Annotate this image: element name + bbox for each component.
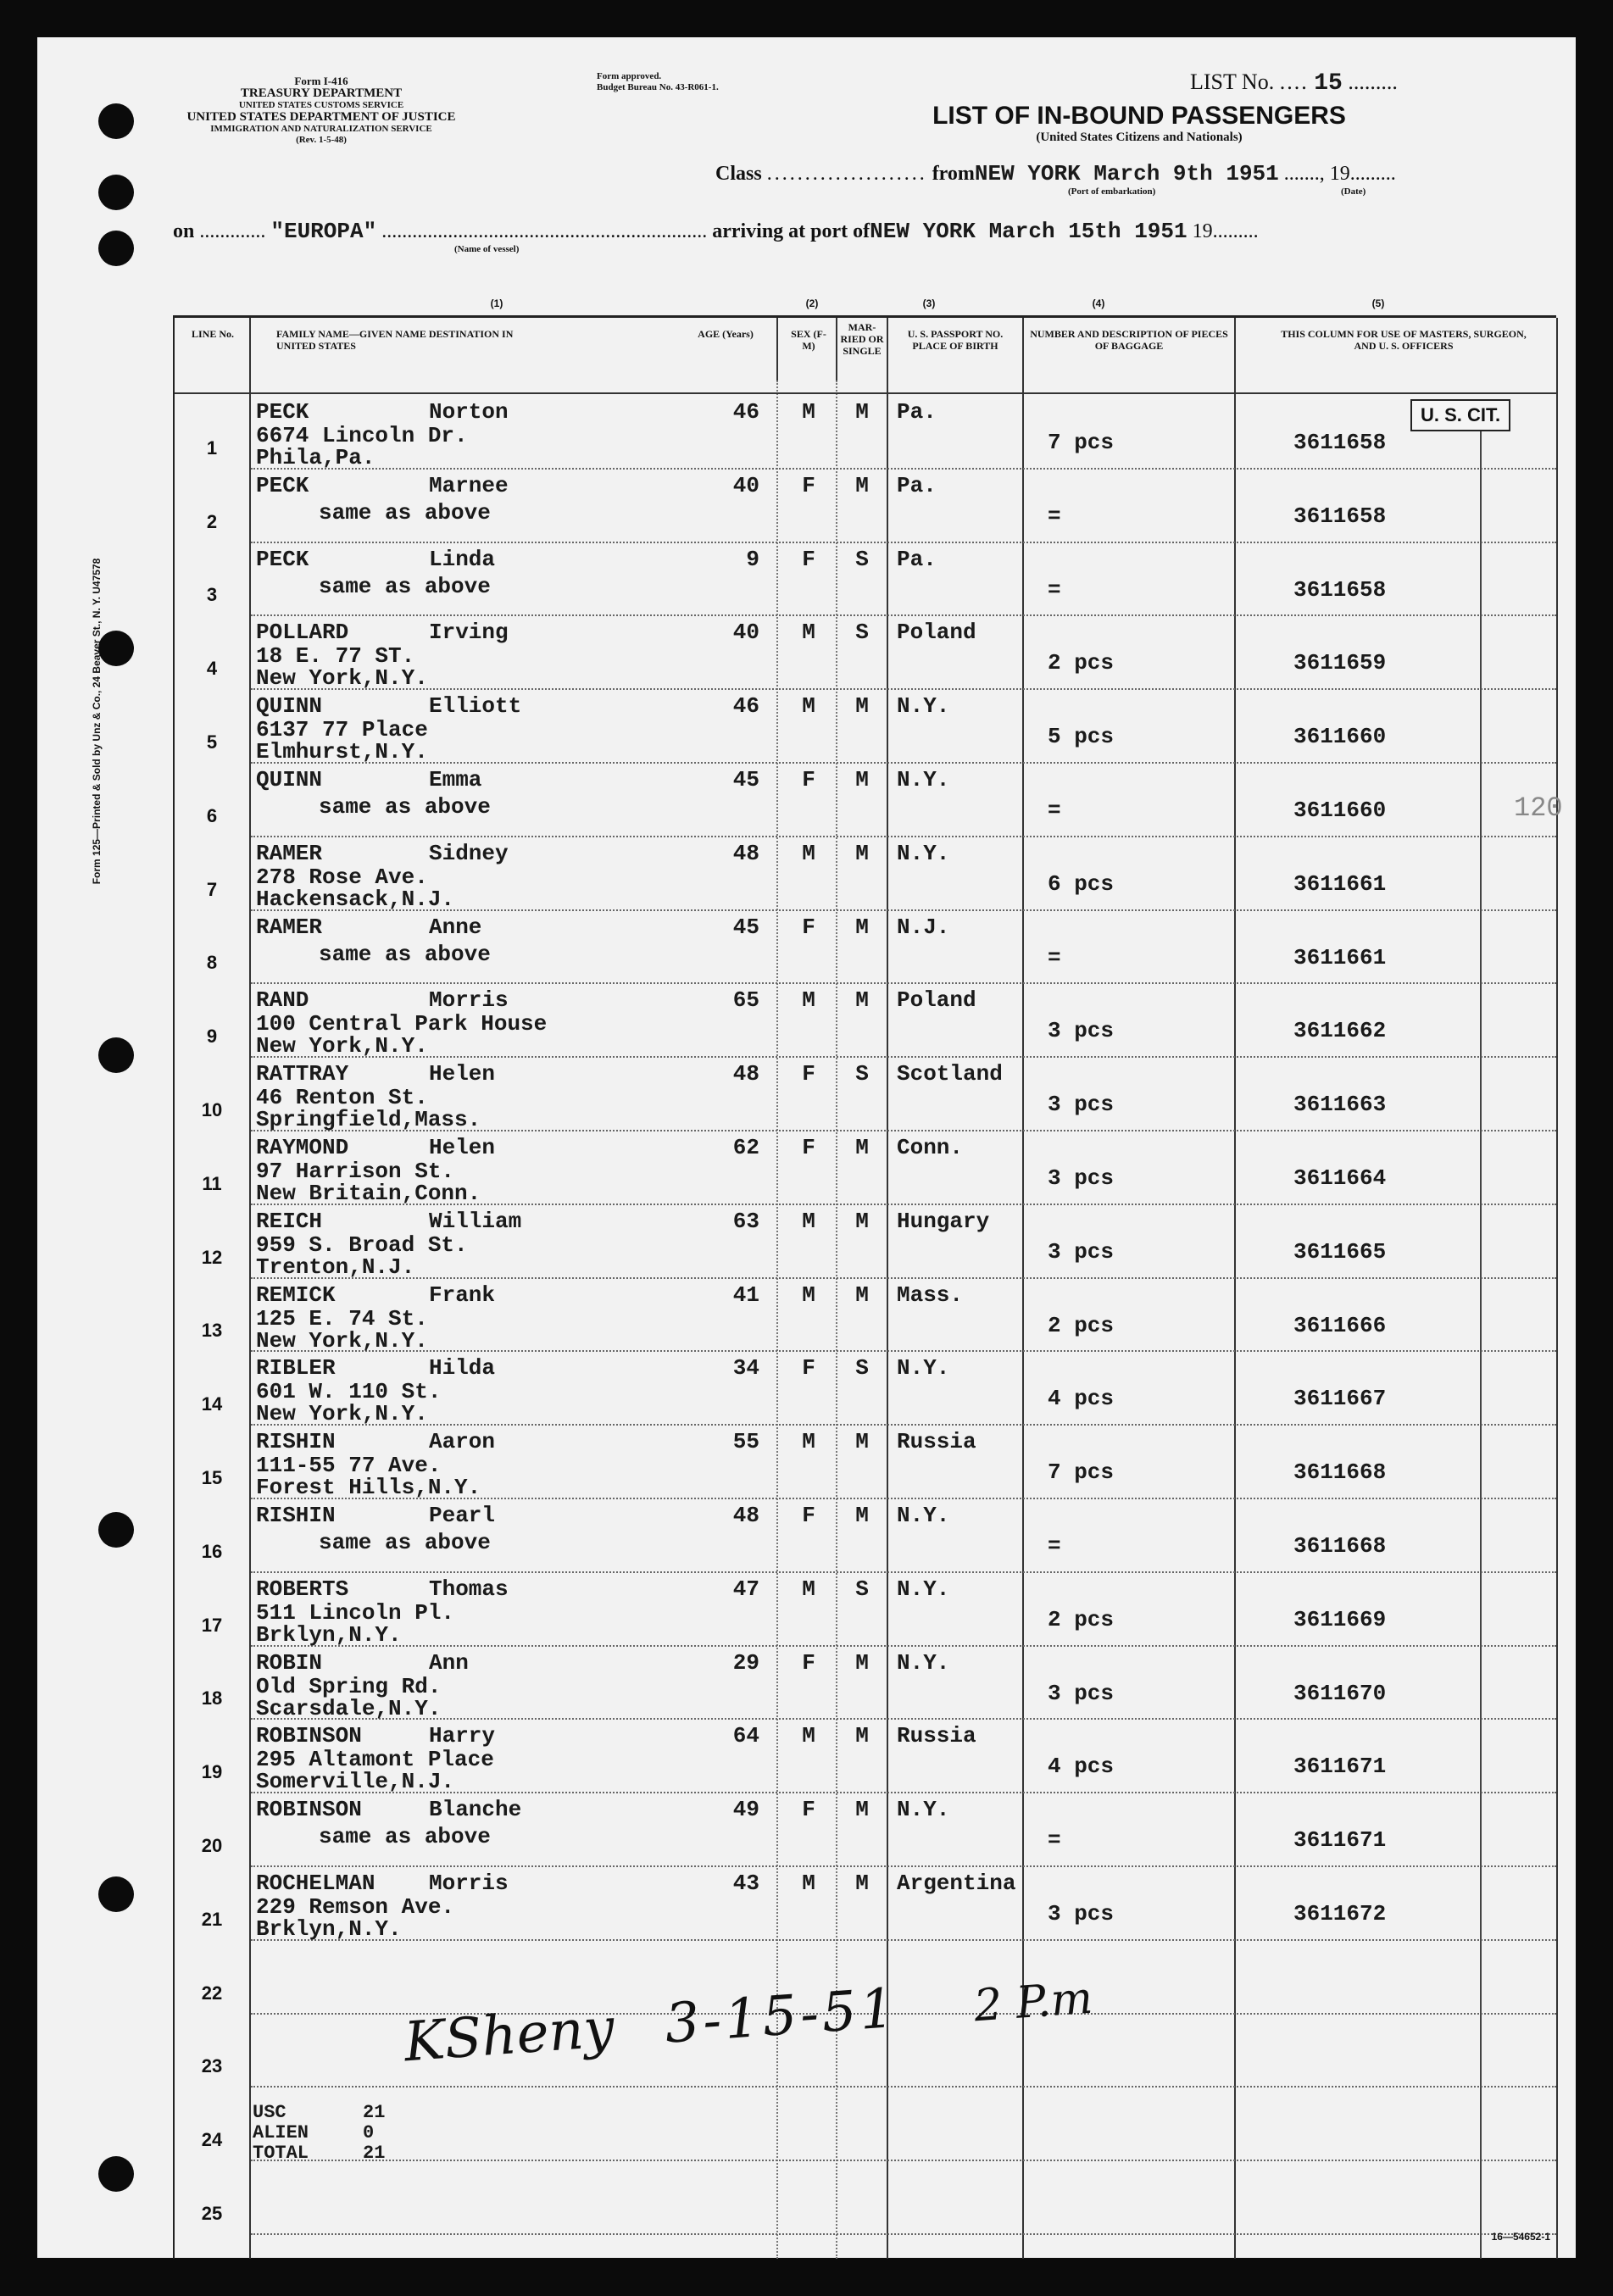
marital-status: M	[855, 472, 869, 498]
us-citizen-stamp: U. S. CIT.	[1410, 399, 1510, 431]
officer-number: 3611662	[1293, 1018, 1387, 1044]
marital-status: M	[855, 987, 869, 1014]
place-of-birth: Poland	[897, 620, 976, 646]
address-line-2: Scarsdale,N.Y.	[256, 1695, 442, 1721]
sex: F	[802, 1503, 815, 1528]
baggage-count: 3 pcs	[1048, 1901, 1115, 1926]
officer-number: 3611660	[1293, 724, 1387, 750]
line-number: 3	[206, 584, 218, 606]
baggage-count: 6 pcs	[1048, 870, 1115, 897]
line-number: 22	[201, 1982, 223, 2004]
address-line-1: 511 Lincoln Pl.	[256, 1599, 455, 1626]
sex: F	[802, 1649, 815, 1676]
address-line-2: Elmhurst,N.Y.	[256, 739, 428, 765]
sex: F	[802, 767, 815, 792]
given-name: Frank	[429, 1281, 496, 1308]
marital-status: S	[855, 1576, 869, 1602]
line-number: 2	[206, 510, 218, 532]
address-line-2: Phila,Pa.	[256, 445, 375, 470]
family-name: QUINN	[256, 693, 323, 720]
place-of-birth: Pa.	[897, 472, 937, 498]
col-baggage-header: NUMBER AND DESCRIPTION OF PIECES OF BAGGAGE	[1030, 328, 1228, 352]
col-passport-header: U. S. PASSPORT NO. PLACE OF BIRTH	[907, 328, 1004, 352]
given-name: Elliott	[429, 693, 522, 720]
address-line-2: Brklyn,N.Y.	[256, 1621, 402, 1648]
given-name: Linda	[429, 546, 496, 572]
line-number: 13	[201, 1320, 223, 1342]
page-title: LIST OF IN-BOUND PASSENGERS (United States Citizens and Nationals)	[932, 102, 1346, 144]
vessel-line: on ............. "EUROPA" ................................................................ arriving at port ofNEW YORK March 15th 1951 19.........	[173, 219, 1259, 244]
officer-number: 3611671	[1293, 1754, 1387, 1780]
line-number: 12	[201, 1246, 223, 1268]
col-name-header: FAMILY NAME—GIVEN NAME DESTINATION IN UNITED STATES	[276, 328, 514, 352]
punch-hole	[98, 103, 134, 139]
officer-number: 3611665	[1293, 1238, 1387, 1265]
line-number: 17	[201, 1614, 223, 1636]
place-of-birth: Pa.	[897, 399, 937, 425]
sex: M	[802, 840, 815, 866]
grand-total: TOTAL 21	[253, 2143, 386, 2164]
family-name: ROBINSON	[256, 1723, 362, 1749]
baggage-count: 7 pcs	[1048, 430, 1115, 455]
family-name: QUINN	[256, 767, 323, 792]
address-line-1: 111-55 77 Ave.	[256, 1453, 442, 1479]
baggage-count: 4 pcs	[1048, 1386, 1115, 1412]
table-row	[175, 911, 1556, 985]
form-header-left	[164, 75, 478, 146]
vessel-caption: (Name of vessel)	[454, 244, 520, 254]
class-from-line: Class ..................... fromNEW YORK March 9th 1951 ......., 19.........	[715, 161, 1396, 186]
signature-time: 2 P.m	[972, 1972, 1094, 2032]
officer-number: 3611671	[1293, 1827, 1387, 1854]
age: 29	[732, 1649, 759, 1676]
family-name: RAND	[256, 987, 309, 1014]
place-of-birth: Hungary	[897, 1208, 990, 1234]
address-line-2: New York,N.Y.	[256, 1327, 428, 1354]
table-row	[175, 1205, 1556, 1279]
address-line-2: Forest Hills,N.Y.	[256, 1475, 481, 1501]
line-number: 21	[201, 1908, 223, 1930]
age: 46	[732, 399, 759, 425]
age: 65	[732, 987, 759, 1014]
sex: F	[802, 472, 815, 498]
marital-status: M	[855, 767, 869, 792]
line-number: 11	[202, 1172, 222, 1194]
table-row	[175, 396, 1556, 470]
given-name: Anne	[429, 914, 482, 940]
line-number: 19	[201, 1761, 223, 1783]
given-name: Helen	[429, 1061, 496, 1087]
place-of-birth: Mass.	[897, 1281, 964, 1308]
place-of-birth: Russia	[897, 1429, 976, 1455]
table-row	[175, 837, 1556, 911]
table-row	[175, 984, 1556, 1058]
age: 40	[732, 620, 759, 646]
officer-number: 3611661	[1293, 870, 1387, 897]
age: 34	[732, 1355, 759, 1381]
address-line-1: 229 Remson Ave.	[256, 1894, 455, 1920]
marital-status: M	[855, 1723, 869, 1749]
address-line-1: same as above	[319, 573, 491, 599]
table-row	[175, 2161, 1556, 2235]
table-row	[175, 543, 1556, 617]
marital-status: M	[855, 1281, 869, 1308]
printer-imprint: Form 125—Printed & Sold by Unz & Co., 24 Beaver St., N. Y. U47578	[91, 558, 103, 885]
address-line-2: New York,N.Y.	[256, 1401, 428, 1427]
age: 55	[732, 1429, 759, 1455]
place-of-birth: Argentina	[897, 1871, 1016, 1896]
ins-service: IMMIGRATION AND NATURALIZATION SERVICE	[210, 124, 432, 134]
baggage-count: 5 pcs	[1048, 724, 1115, 750]
sex: F	[802, 1061, 815, 1087]
sex: M	[802, 1723, 815, 1749]
age: 41	[732, 1281, 759, 1308]
officer-number: 3611668	[1293, 1459, 1387, 1486]
address-line-1: 601 W. 110 St.	[256, 1379, 442, 1405]
baggage-count: 3 pcs	[1048, 1018, 1115, 1044]
baggage-count: =	[1048, 1827, 1061, 1854]
officer-number: 3611668	[1293, 1533, 1387, 1559]
family-name: ROBERTS	[256, 1576, 349, 1602]
line-number: 4	[206, 658, 218, 680]
line-number: 24	[201, 2129, 223, 2151]
punch-hole	[98, 1037, 134, 1073]
family-name: PECK	[256, 399, 309, 425]
place-of-birth: N.Y.	[897, 693, 950, 720]
officer-number: 3611659	[1293, 650, 1387, 676]
place-of-birth: N.Y.	[897, 1576, 950, 1602]
marital-status: M	[855, 1503, 869, 1528]
address-line-1: 125 E. 74 St.	[256, 1305, 428, 1331]
table-row	[175, 1352, 1556, 1426]
address-line-2: Springfield,Mass.	[256, 1107, 481, 1133]
family-name: ROBIN	[256, 1649, 323, 1676]
marital-status: M	[855, 1429, 869, 1455]
line-number: 14	[201, 1393, 223, 1415]
table-row	[175, 1867, 1556, 1941]
baggage-count: =	[1048, 944, 1061, 970]
given-name: Pearl	[429, 1503, 496, 1528]
age: 48	[732, 1061, 759, 1087]
officer-number: 3611658	[1293, 503, 1387, 529]
baggage-count: 3 pcs	[1048, 1680, 1115, 1706]
place-of-birth: N.Y.	[897, 767, 950, 792]
family-name: REICH	[256, 1208, 323, 1234]
revision: (Rev. 1-5-48)	[296, 135, 347, 145]
punch-hole	[98, 231, 134, 266]
given-name: Irving	[429, 620, 509, 646]
officer-number: 3611672	[1293, 1901, 1387, 1926]
address-line-2: Somerville,N.J.	[256, 1769, 455, 1795]
address-line-2: Trenton,N.J.	[256, 1254, 415, 1280]
place-of-birth: N.Y.	[897, 1649, 950, 1676]
place-of-birth: N.J.	[897, 914, 950, 940]
totals-block	[253, 2103, 385, 2164]
sex: M	[802, 1429, 815, 1455]
family-name: RISHIN	[256, 1503, 336, 1528]
given-name: William	[429, 1208, 522, 1234]
address-line-1: 97 Harrison St.	[256, 1159, 455, 1184]
marital-status: M	[855, 914, 869, 940]
family-name: ROCHELMAN	[256, 1871, 375, 1896]
age: 64	[732, 1723, 759, 1749]
signature-date: 3-15-51	[663, 1976, 900, 2056]
table-row	[175, 1499, 1556, 1573]
marital-status: S	[855, 620, 869, 646]
given-name: Aaron	[429, 1429, 496, 1455]
usc-total: USC 21	[253, 2102, 386, 2123]
list-number: LIST No. .... 15 .........	[1190, 69, 1398, 97]
officer-number: 3611658	[1293, 576, 1387, 603]
place-of-birth: N.Y.	[897, 1797, 950, 1823]
arrival-port-date: NEW YORK March 15th 1951	[870, 219, 1188, 244]
line-number: 10	[201, 1098, 223, 1120]
address-line-1: same as above	[319, 1530, 491, 1555]
given-name: Helen	[429, 1135, 496, 1160]
table-row	[175, 1426, 1556, 1499]
age: 63	[732, 1208, 759, 1234]
address-line-1: same as above	[319, 941, 491, 967]
col-sex-header: SEX (F-M)	[791, 328, 826, 352]
table-row	[175, 470, 1556, 543]
line-number: 16	[201, 1540, 223, 1562]
marital-status: M	[855, 693, 869, 720]
line-number: 7	[206, 878, 218, 900]
address-line-2: Brklyn,N.Y.	[256, 1916, 402, 1942]
officer-number: 3611664	[1293, 1165, 1387, 1191]
embark-port-date: NEW YORK March 9th 1951	[974, 161, 1279, 186]
margin-note: 120	[1514, 792, 1563, 824]
col-line-header: LINE No.	[191, 328, 234, 340]
given-name: Norton	[429, 399, 509, 425]
given-name: Morris	[429, 987, 509, 1014]
col-married-header: MAR-RIED OR SINGLE	[840, 321, 884, 357]
sex: M	[802, 399, 815, 425]
manifest-page	[37, 37, 1576, 2258]
baggage-count: =	[1048, 1533, 1061, 1559]
table-row	[175, 1279, 1556, 1353]
line-number: 1	[206, 436, 218, 459]
officer-number: 3611670	[1293, 1680, 1387, 1706]
sex: F	[802, 546, 815, 572]
sex: F	[802, 1797, 815, 1823]
age: 40	[732, 472, 759, 498]
punch-hole	[98, 175, 134, 210]
baggage-count: 4 pcs	[1048, 1754, 1115, 1780]
place-of-birth: Russia	[897, 1723, 976, 1749]
officer-number: 3611663	[1293, 1092, 1387, 1118]
sex: M	[802, 1576, 815, 1602]
line-number: 8	[206, 952, 218, 974]
place-of-birth: Conn.	[897, 1135, 964, 1160]
sex: F	[802, 1135, 815, 1160]
family-name: RAMER	[256, 840, 323, 866]
address-line-1: Old Spring Rd.	[256, 1673, 442, 1699]
marital-status: S	[855, 1061, 869, 1087]
sex: M	[802, 1871, 815, 1896]
col-age-header: AGE (Years)	[698, 328, 754, 340]
line-number: 18	[201, 1687, 223, 1709]
vessel-name: "EUROPA"	[270, 219, 377, 244]
table-row	[175, 1647, 1556, 1721]
age: 47	[732, 1576, 759, 1602]
address-line-1: 278 Rose Ave.	[256, 864, 428, 890]
table-row	[175, 1573, 1556, 1647]
baggage-count: 2 pcs	[1048, 650, 1115, 676]
baggage-count: 2 pcs	[1048, 1312, 1115, 1338]
family-name: RATTRAY	[256, 1061, 349, 1087]
punch-hole	[98, 2156, 134, 2192]
address-line-2: Hackensack,N.J.	[256, 886, 455, 912]
marital-status: M	[855, 1649, 869, 1676]
age: 48	[732, 840, 759, 866]
given-name: Morris	[429, 1871, 509, 1896]
customs-service: UNITED STATES CUSTOMS SERVICE	[238, 100, 404, 110]
given-name: Sidney	[429, 840, 509, 866]
form-number: Form I-416	[294, 75, 348, 87]
marital-status: S	[855, 1355, 869, 1381]
address-line-2: New Britain,Conn.	[256, 1181, 481, 1206]
line-number: 23	[201, 2055, 223, 2077]
port-embark-caption: (Port of embarkation)	[1068, 186, 1156, 197]
baggage-count: 2 pcs	[1048, 1606, 1115, 1632]
age: 49	[732, 1797, 759, 1823]
baggage-count: =	[1048, 576, 1061, 603]
punch-hole	[98, 631, 134, 666]
address-line-1: 46 Renton St.	[256, 1085, 428, 1111]
given-name: Marnee	[429, 472, 509, 498]
given-name: Emma	[429, 767, 482, 792]
officer-number: 3611658	[1293, 430, 1387, 455]
treasury-dept: TREASURY DEPARTMENT	[240, 86, 403, 100]
address-line-1: same as above	[319, 499, 491, 525]
age: 46	[732, 693, 759, 720]
family-name: RAYMOND	[256, 1135, 349, 1160]
marital-status: M	[855, 1135, 869, 1160]
sex: M	[802, 1208, 815, 1234]
family-name: ROBINSON	[256, 1797, 362, 1823]
col-officers-header: THIS COLUMN FOR USE OF MASTERS, SURGEON, AND U. S. OFFICERS	[1281, 328, 1527, 352]
table-row	[175, 690, 1556, 764]
officer-number: 3611661	[1293, 944, 1387, 970]
sex: M	[802, 987, 815, 1014]
table-row	[175, 1720, 1556, 1793]
family-name: REMICK	[256, 1281, 336, 1308]
signature-initials: KSheny	[402, 1997, 617, 2075]
address-line-1: 959 S. Broad St.	[256, 1231, 468, 1258]
given-name: Thomas	[429, 1576, 509, 1602]
age: 45	[732, 914, 759, 940]
justice-dept: UNITED STATES DEPARTMENT OF JUSTICE	[186, 110, 456, 124]
table-row	[175, 1793, 1556, 1867]
table-row	[175, 616, 1556, 690]
given-name: Harry	[429, 1723, 496, 1749]
family-name: PECK	[256, 472, 309, 498]
passenger-table: (1) (2) (3) (4) (5) LINE No. FAMILY NAME—GIVEN NAME DESTINATION IN UNITED STATES AGE (Years) SEX (F-M) MAR-RIED OR SINGLE U. S. PASSPORT NO. PLACE OF BIRTH NUMBER AND DESCRIPTION OF PIECES OF BAGGAGE THIS COLUMN FOR USE OF MASTERS, SURGEON, AND U. S. OFFICERS 1 PECK Norton 6674 Lincoln Dr. Phila,Pa. 46 M M Pa. 7 pcs 3611658 2 PECK Marnee same as above 40 F M Pa. = 3611658 3 PECK Linda same as above 9 F S Pa. = 3611658 4 POLLARD Irving 18 E. 77 ST. New York,N.Y. 40 M S Poland 2 pcs 3611659 5 QUINN Elliott 6137 77 Place Elmhurst,N.Y. 46 M M N.Y. 5 pcs 3611660 6 QUINN Emma same as above 45 F M N.Y. = 3611660 7 RAMER Sidney 278 Rose Ave. Hackensack,N.J. 48 M M N.Y. 6 pcs 3611661 8 RAMER Anne same as above 45 F M N.J. = 3611661 9 RAND Morris 100 Central Park House New York,N.Y. 65 M M Poland 3 pcs 3611662 10 RATTRAY Helen 46 Renton St. Springfield,Mass. 48 F S Scotland 3 pcs 3611663 11 RAYMOND Helen 97 Harrison St. New Britain,Conn. 62 F M Conn. 3 pcs 3611664 12 REICH William 959 S. Broad St. Trenton,N.J. 63 M M Hungary 3 pcs 3611665 13 REMICK Frank 125 E. 74 St. New York,N.Y. 41 M M Mass. 2 pcs 3611666 14 RIBLER Hilda 601 W. 110 St. New York,N.Y. 34 F S N.Y. 4 pcs 3611667 15 RISHIN Aaron 111-55 77 Ave. Forest Hills,N.Y. 55 M M Russia 7 pcs 3611668 16 RISHIN Pearl same as above 48 F M N.Y. = 3611668 17 ROBERTS Thomas 511 Lincoln Pl. Brklyn,N.Y. 47 M S N.Y. 2 pcs 3611669 18 ROBIN Ann Old Spring Rd. Scarsdale,N.Y. 29 F M N.Y. 3 pcs 3611670 19 ROBINSON Harry 295 Altamont Place Somerville,N.J. 64 M M Russia 4 pcs 3611671 20 ROBINSON Blanche same as above 49 F M N.Y. = 3611671 21 ROCHELMAN Morris 229 Remson Ave. Brklyn,N.Y. 43 M M Argentina 3 pcs 3611672 22 23 24 25 U. S. CIT. 120 USC 21 ALIEN 0 TOTAL 21 KSheny 3-15-51 2 P.m	[173, 315, 1556, 2259]
sex: M	[802, 620, 815, 646]
date-caption: (Date)	[1341, 186, 1366, 197]
marital-status: M	[855, 399, 869, 425]
family-name: RISHIN	[256, 1429, 336, 1455]
officer-number: 3611667	[1293, 1386, 1387, 1412]
family-name: RAMER	[256, 914, 323, 940]
address-line-1: 6674 Lincoln Dr.	[256, 423, 468, 448]
address-line-2: New York,N.Y.	[256, 665, 428, 692]
line-number: 20	[201, 1834, 223, 1856]
sex: M	[802, 693, 815, 720]
address-line-2: New York,N.Y.	[256, 1033, 428, 1059]
address-line-1: same as above	[319, 794, 491, 820]
officer-number: 3611666	[1293, 1312, 1387, 1338]
form-footer-code: 16—54652-1	[1491, 2231, 1550, 2243]
place-of-birth: Scotland	[897, 1061, 1003, 1087]
line-number: 5	[206, 731, 218, 753]
punch-hole	[98, 1876, 134, 1912]
baggage-count: 3 pcs	[1048, 1238, 1115, 1265]
table-row	[175, 764, 1556, 837]
baggage-count: =	[1048, 503, 1061, 529]
age: 62	[732, 1135, 759, 1160]
family-name: POLLARD	[256, 620, 349, 646]
family-name: PECK	[256, 546, 309, 572]
line-number: 6	[206, 804, 218, 826]
marital-status: M	[855, 1797, 869, 1823]
given-name: Hilda	[429, 1355, 496, 1381]
address-line-1: 295 Altamont Place	[256, 1747, 494, 1773]
age: 9	[746, 546, 759, 572]
marital-status: M	[855, 1871, 869, 1896]
baggage-count: =	[1048, 798, 1061, 823]
table-row	[175, 1058, 1556, 1131]
marital-status: M	[855, 840, 869, 866]
address-line-1: 18 E. 77 ST.	[256, 643, 415, 670]
place-of-birth: N.Y.	[897, 1503, 950, 1528]
address-line-1: 100 Central Park House	[256, 1011, 548, 1037]
address-line-1: same as above	[319, 1824, 491, 1850]
punch-hole	[98, 1512, 134, 1548]
sex: M	[802, 1281, 815, 1308]
sex: F	[802, 914, 815, 940]
officer-number: 3611669	[1293, 1606, 1387, 1632]
age: 45	[732, 767, 759, 792]
officer-number: 3611660	[1293, 798, 1387, 823]
line-number: 15	[201, 1466, 223, 1488]
place-of-birth: Poland	[897, 987, 976, 1014]
table-row	[175, 1131, 1556, 1205]
place-of-birth: Pa.	[897, 546, 937, 572]
place-of-birth: N.Y.	[897, 1355, 950, 1381]
age: 48	[732, 1503, 759, 1528]
baggage-count: 7 pcs	[1048, 1459, 1115, 1486]
line-number: 9	[206, 1026, 218, 1048]
alien-total: ALIEN 0	[253, 2122, 375, 2143]
given-name: Blanche	[429, 1797, 522, 1823]
address-line-1: 6137 77 Place	[256, 717, 428, 743]
budget-approval: Form approved. Budget Bureau No. 43-R061-1.	[597, 71, 719, 92]
baggage-count: 3 pcs	[1048, 1165, 1115, 1191]
marital-status: M	[855, 1208, 869, 1234]
line-number: 25	[201, 2202, 223, 2224]
family-name: RIBLER	[256, 1355, 336, 1381]
place-of-birth: N.Y.	[897, 840, 950, 866]
baggage-count: 3 pcs	[1048, 1092, 1115, 1118]
age: 43	[732, 1871, 759, 1896]
marital-status: S	[855, 546, 869, 572]
given-name: Ann	[429, 1649, 469, 1676]
sex: F	[802, 1355, 815, 1381]
